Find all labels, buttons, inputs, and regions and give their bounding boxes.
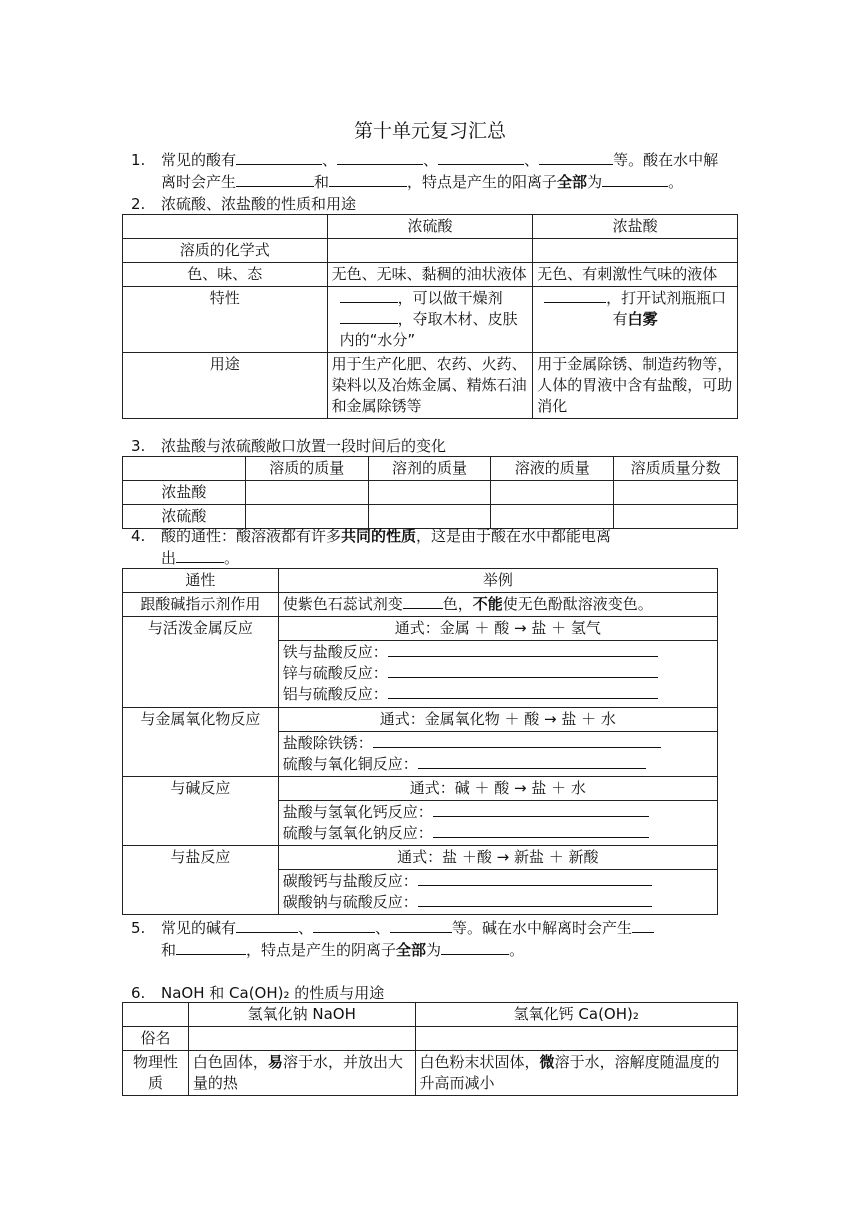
blank[interactable] (433, 802, 649, 817)
q4-line1: 4. 酸的通性：酸溶液都有许多共同的性质，这是由于酸在水中都能电离 (131, 527, 612, 545)
cell-blank[interactable] (188, 1027, 415, 1051)
blank[interactable] (390, 918, 452, 933)
header-conc-hydrochloric: 浓盐酸 (533, 215, 738, 239)
cell-blank[interactable] (491, 481, 614, 505)
blank[interactable] (340, 288, 398, 303)
table-acid-properties: 浓硫酸 浓盐酸 溶质的化学式 色、味、态 无色、无味、黏稠的油状液体 无色、有刺激性气味的液体 特性 ，可以做干燥剂 ，夺取木材、皮肤内的“水分” ，打开试剂瓶瓶口有白雾 用途 用于生产化肥、农药、火药、染料以及冶炼金属、精炼石油和金属除锈等 用于金属除锈、制造药物等，人体的胃液中含有盐酸，可助消化 (122, 214, 738, 419)
blank[interactable] (418, 871, 652, 886)
blank[interactable] (388, 684, 658, 699)
cell-blank[interactable] (368, 505, 491, 529)
blank[interactable] (544, 288, 606, 303)
q2-heading: 2. 浓硫酸、浓盐酸的性质和用途 (131, 195, 357, 213)
blank[interactable] (433, 823, 649, 838)
table-open-air-changes: 溶质的质量 溶剂的质量 溶液的质量 溶质质量分数 浓盐酸 浓硫酸 (122, 456, 738, 529)
blank[interactable] (539, 150, 613, 165)
blank[interactable] (418, 892, 652, 907)
cell-blank[interactable] (614, 481, 738, 505)
table-acid-general-properties: 通性 举例 跟酸碱指示剂作用 使紫色石蕊试剂变 色，不能使无色酚酞溶液变色。 与活泼金属反应 通式：金属 ＋ 酸 → 盐 ＋ 氢气 铁与盐酸反应： 锌与硫酸反应： 铝与硫酸反应： 与金属氧化物反应 通式：金属氧化物 ＋ 酸 → 盐 ＋ 水 盐酸除铁锈： 硫酸与氧化铜反应： 与碱反应 通式：碱 ＋ 酸 → 盐 ＋ 水 盐酸与氢氧化钙反应： 硫酸与氢氧化钠反应： 与盐反应 通式：盐 ＋酸 → 新盐 ＋ 新酸 碳酸钙与盐酸反应： 碳酸钠与硫酸反应： (122, 568, 718, 915)
blank[interactable] (176, 940, 246, 955)
blank[interactable] (329, 172, 407, 187)
blank[interactable] (373, 733, 661, 748)
q6-heading: 6. NaOH 和 Ca(OH)₂ 的性质与用途 (131, 984, 385, 1002)
cell-blank[interactable] (491, 505, 614, 529)
cell-blank[interactable] (614, 505, 738, 529)
cell-blank[interactable] (327, 239, 533, 263)
cell-blank[interactable] (533, 239, 738, 263)
blank[interactable] (313, 918, 375, 933)
blank[interactable] (388, 663, 658, 678)
blank[interactable] (403, 594, 443, 609)
blank[interactable] (632, 918, 654, 933)
blank[interactable] (176, 548, 224, 563)
q3-heading: 3. 浓盐酸与浓硫酸敞口放置一段时间后的变化 (131, 437, 447, 455)
header-conc-sulfuric: 浓硫酸 (327, 215, 533, 239)
q1-number: 1. (131, 151, 146, 169)
blank[interactable] (236, 172, 314, 187)
q1-line1: 1. 常见的酸有 、 、 、 等。酸在水中解 (131, 151, 719, 169)
blank[interactable] (236, 918, 298, 933)
cell-blank[interactable] (415, 1027, 737, 1051)
blank[interactable] (418, 754, 646, 769)
blank[interactable] (236, 150, 322, 165)
cell-blank[interactable] (245, 481, 368, 505)
q4-line2: 出 。 (161, 549, 240, 567)
blank[interactable] (337, 150, 423, 165)
row-label-formula: 溶质的化学式 (123, 239, 328, 263)
table-base-properties: 氢氧化钠 NaOH 氢氧化钙 Ca(OH)₂ 俗名 物理性质 白色固体，易溶于水，并放出大量的热 白色粉末状固体，微溶于水，溶解度随温度的升高而减小 (122, 1002, 738, 1096)
q5-line1: 5. 常见的碱有 、 、 等。碱在水中解离时会产生 (131, 918, 654, 939)
blank[interactable] (438, 150, 524, 165)
cell-blank[interactable] (368, 481, 491, 505)
cell-blank[interactable] (245, 505, 368, 529)
page-title: 第十单元复习汇总 (353, 120, 506, 142)
blank[interactable] (388, 642, 658, 657)
q1-line2: 离时会产生 和 ，特点是产生的阳离子全部为 。 (161, 173, 684, 191)
blank[interactable] (602, 172, 668, 187)
blank[interactable] (441, 940, 509, 955)
blank[interactable] (340, 309, 398, 324)
q5-line2: 和 ，特点是产生的阴离子全部为 。 (161, 941, 525, 959)
